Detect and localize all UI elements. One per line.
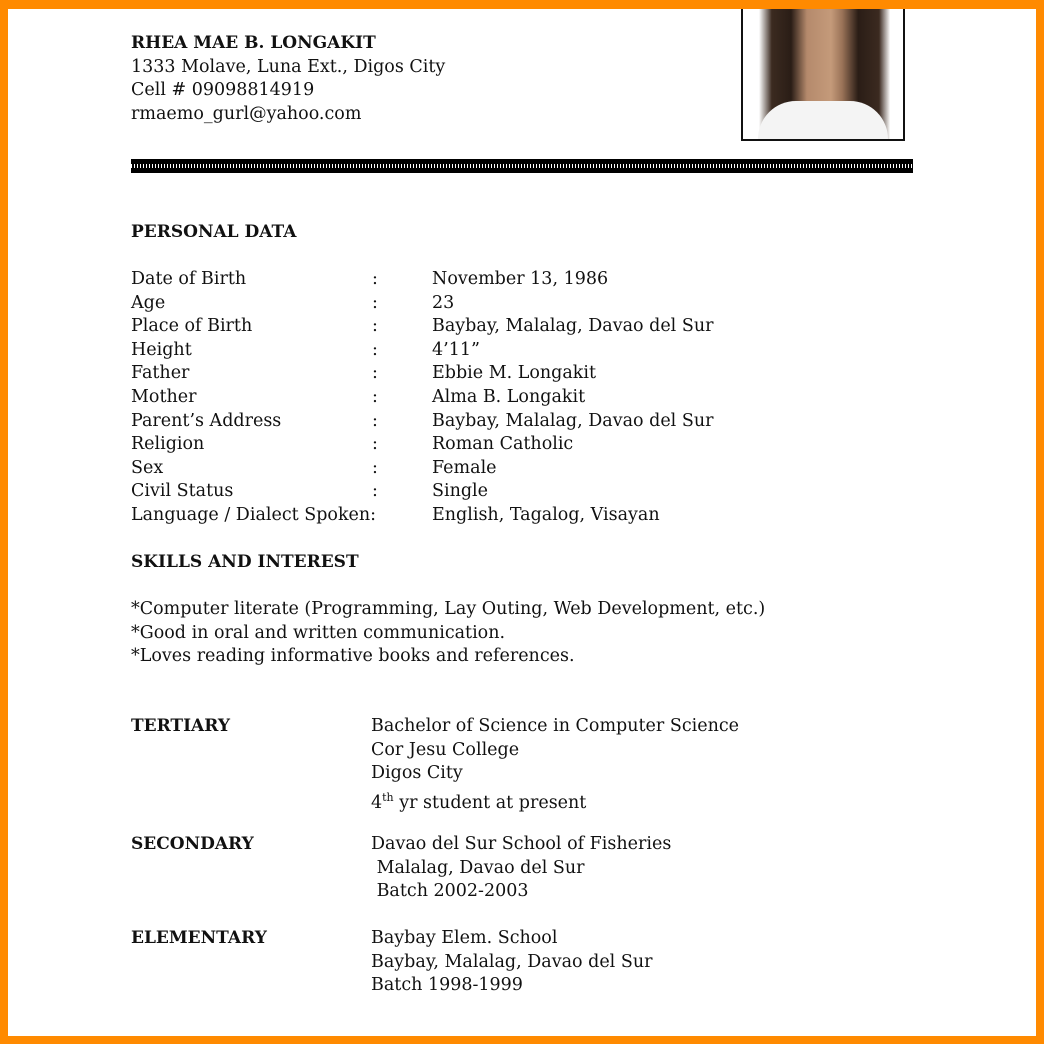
personal-sep: : (372, 410, 378, 431)
personal-label: Parent’s Address (131, 410, 282, 431)
personal-label: Religion (131, 434, 205, 455)
personal-value: Ebbie M. Longakit (432, 363, 597, 384)
skills-heading: SKILLS AND INTEREST (131, 552, 359, 572)
personal-label: Age (131, 292, 166, 313)
education-level: TERTIARY (131, 716, 230, 736)
year-suffix: th (382, 791, 394, 804)
personal-label: Civil Status (131, 481, 234, 502)
personal-sep: : (372, 269, 378, 289)
personal-label: Date of Birth (131, 269, 247, 289)
personal-sep: : (372, 292, 378, 313)
personal-label: Mother (131, 387, 197, 407)
personal-sep: : (372, 339, 378, 360)
applicant-photo (741, 7, 905, 141)
personal-label: Father (131, 363, 190, 384)
year-text: yr student at present (393, 792, 587, 813)
education-line: Batch 1998-1999 (371, 975, 523, 995)
personal-sep: : (372, 481, 378, 502)
personal-value: November 13, 1986 (432, 269, 609, 289)
education-level: ELEMENTARY (131, 928, 267, 948)
education-line: Cor Jesu College (371, 740, 520, 760)
skill-item: *Good in oral and written communication. (131, 623, 506, 643)
address: 1333 Molave, Luna Ext., Digos City (131, 57, 446, 77)
personal-value: Single (432, 481, 489, 502)
personal-sep: : (372, 316, 378, 337)
personal-value: 23 (432, 292, 455, 313)
applicant-name: RHEA MAE B. LONGAKIT (131, 33, 376, 53)
education-line: Davao del Sur School of Fisheries (371, 834, 672, 854)
personal-sep: : (372, 434, 378, 455)
personal-value: Baybay, Malalag, Davao del Sur (432, 316, 714, 337)
personal-value: Female (432, 457, 497, 478)
personal-label: Sex (131, 457, 164, 478)
personal-sep: : (372, 457, 378, 478)
education-line: Malalag, Davao del Sur (371, 858, 585, 878)
divider-rule (131, 159, 913, 173)
personal-sep: : (372, 387, 378, 407)
personal-data-heading: PERSONAL DATA (131, 222, 297, 242)
personal-value: 4’11” (432, 339, 480, 360)
education-line: Baybay, Malalag, Davao del Sur (371, 952, 653, 972)
education-line: Batch 2002-2003 (371, 881, 529, 901)
personal-label: Height (131, 339, 192, 360)
personal-value: Roman Catholic (432, 434, 574, 455)
education-line: Baybay Elem. School (371, 928, 558, 948)
skill-item: *Loves reading informative books and references. (131, 646, 575, 666)
personal-value: Baybay, Malalag, Davao del Sur (432, 410, 714, 431)
skill-item: *Computer literate (Programming, Lay Outing, Web Development, etc.) (131, 599, 766, 619)
education-level: SECONDARY (131, 834, 254, 854)
education-line: Bachelor of Science in Computer Science (371, 716, 740, 736)
personal-sep: : (372, 363, 378, 384)
email: rmaemo_gurl@yahoo.com (131, 104, 362, 124)
cell-number: Cell # 09098814919 (131, 80, 315, 100)
year-number: 4 (371, 792, 383, 813)
education-line: Digos City (371, 763, 463, 783)
personal-label: Language / Dialect Spoken: (131, 505, 377, 525)
education-line (371, 786, 586, 815)
personal-label: Place of Birth (131, 316, 253, 337)
personal-value: English, Tagalog, Visayan (432, 505, 660, 525)
personal-value: Alma B. Longakit (432, 387, 586, 407)
